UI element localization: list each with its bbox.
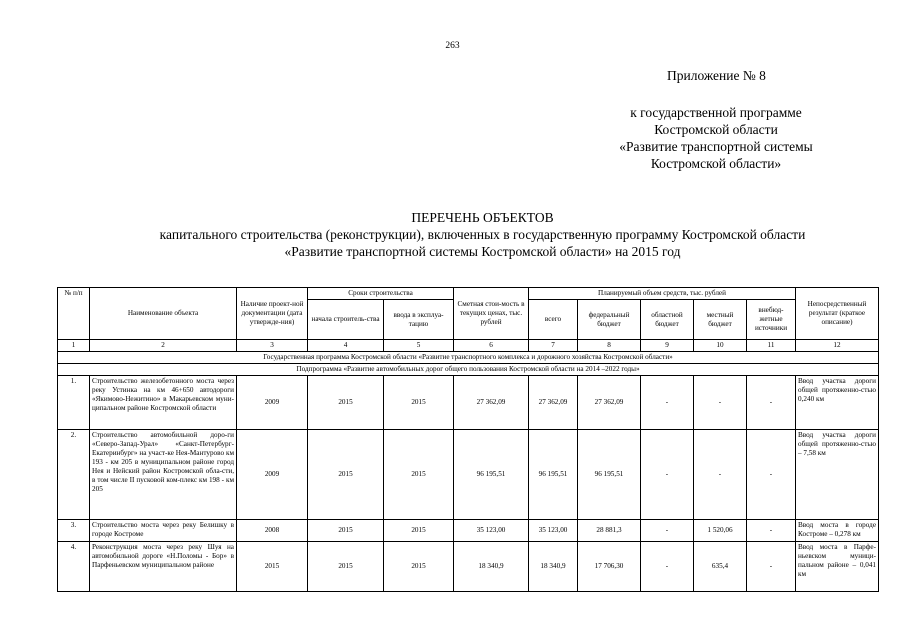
- local-budget: -: [694, 430, 747, 520]
- offbudget-sources: -: [747, 520, 796, 542]
- header-start: начала строитель-ства: [308, 300, 384, 340]
- header-planned: Планируемый объем средств, тыс. рублей: [529, 288, 796, 300]
- program-ref-line: к государственной программе: [630, 105, 802, 120]
- column-number: 5: [384, 340, 454, 352]
- table-row: [58, 430, 879, 520]
- program-ref-line: Костромской области»: [650, 156, 782, 171]
- estimated-cost: 35 123,00: [454, 520, 529, 542]
- table-row: [58, 520, 879, 542]
- docs-date: 2009: [237, 430, 308, 520]
- total-amount: 27 362,09: [529, 376, 578, 430]
- column-number: 12: [796, 340, 879, 352]
- result-description: Ввод моста в городе Костроме – 0,278 км: [796, 520, 879, 542]
- federal-budget: 96 195,51: [578, 430, 641, 520]
- commission-year: 2015: [384, 430, 454, 520]
- result-description: Ввод моста в Парфе-ньевском муници-пальном районе – 0,041 км: [796, 542, 879, 592]
- subprogram-title: Подпрограмма «Развитие автомобильных дорог общего пользования Костромской области на 2014 –2022 годы»: [58, 364, 879, 376]
- object-name: Строительство моста через реку Белишку в городе Костроме: [90, 520, 237, 542]
- appendix-label: Приложение № 8: [667, 68, 766, 83]
- total-amount: 35 123,00: [529, 520, 578, 542]
- result-description: Ввод участка дороги общей протяженно-стью – 7,58 км: [796, 430, 879, 520]
- regional-budget: -: [641, 376, 694, 430]
- header-terms: Сроки строительства: [308, 288, 454, 300]
- offbudget-sources: -: [747, 376, 796, 430]
- header-result: Непосредственный результат (краткое описание): [796, 288, 879, 340]
- total-amount: 18 340,9: [529, 542, 578, 592]
- regional-budget: -: [641, 430, 694, 520]
- row-number: 1.: [58, 376, 90, 430]
- column-number: 7: [529, 340, 578, 352]
- column-number: 2: [90, 340, 237, 352]
- header-local: местный бюджет: [694, 300, 747, 340]
- header-commission: ввода в эксплуа-тацию: [384, 300, 454, 340]
- offbudget-sources: -: [747, 542, 796, 592]
- column-number: 4: [308, 340, 384, 352]
- header-total: всего: [529, 300, 578, 340]
- objects-table: [57, 287, 879, 592]
- federal-budget: 27 362,09: [578, 376, 641, 430]
- estimated-cost: 18 340,9: [454, 542, 529, 592]
- header-offbudget: внебюд-жетные источники: [747, 300, 796, 340]
- page-number: 263: [445, 41, 460, 51]
- row-number: 3.: [58, 520, 90, 542]
- column-number: 9: [641, 340, 694, 352]
- document-title: [90, 209, 875, 260]
- column-number-row: [58, 340, 879, 352]
- subprogram-row: [58, 364, 879, 376]
- object-name: Реконструкция моста через реку Шуя на автомобильной дороге «Н.Поломы - Бор» в Парфеньевском муниципальном районе: [90, 542, 237, 592]
- header-name: Наименование объекта: [90, 288, 237, 340]
- column-number: 6: [454, 340, 529, 352]
- start-year: 2015: [308, 430, 384, 520]
- estimated-cost: 27 362,09: [454, 376, 529, 430]
- table-row: [58, 542, 879, 592]
- local-budget: 1 520,06: [694, 520, 747, 542]
- header-federal: федеральный бюджет: [578, 300, 641, 340]
- header-num: № п/п: [58, 288, 90, 340]
- commission-year: 2015: [384, 376, 454, 430]
- header-docs: Наличие проект-ной документации (дата утвержде-ния): [237, 288, 308, 340]
- column-number: 1: [58, 340, 90, 352]
- column-number: 8: [578, 340, 641, 352]
- local-budget: 635,4: [694, 542, 747, 592]
- header-row: [58, 288, 879, 300]
- program-title: Государственная программа Костромской области «Развитие транспортного комплекса и дорожного хозяйства Костромской области»: [58, 352, 879, 364]
- regional-budget: -: [641, 520, 694, 542]
- title-line: капитального строительства (реконструкции), включенных в государственную программу Костромской области: [159, 227, 806, 242]
- federal-budget: 28 881,3: [578, 520, 641, 542]
- docs-date: 2015: [237, 542, 308, 592]
- local-budget: -: [694, 376, 747, 430]
- docs-date: 2008: [237, 520, 308, 542]
- object-name: Строительство автомобильной доро-ги «Северо-Запад-Урал» «Санкт-Петербург-Екатеринбург» на участ-ке Нея-Мантурово км 193 - км 205 в муниципальном районе город Нея и Нейский район Костромской обла-сти, в том числе II пусковой ком-плекс км 198 - км 205: [90, 430, 237, 520]
- commission-year: 2015: [384, 542, 454, 592]
- estimated-cost: 96 195,51: [454, 430, 529, 520]
- program-row: [58, 352, 879, 364]
- object-name: Строительство железобетонного моста через реку Устинка на км 46+650 автодороги «Якимово-Нежитино» в Макарьевском муни-ципальном районе Костромской области: [90, 376, 237, 430]
- docs-date: 2009: [237, 376, 308, 430]
- program-reference: [596, 104, 836, 172]
- start-year: 2015: [308, 542, 384, 592]
- column-number: 11: [747, 340, 796, 352]
- program-ref-line: Костромской области: [654, 122, 778, 137]
- column-number: 10: [694, 340, 747, 352]
- regional-budget: -: [641, 542, 694, 592]
- title-line: «Развитие транспортной системы Костромской области» на 2015 год: [284, 244, 681, 259]
- total-amount: 96 195,51: [529, 430, 578, 520]
- start-year: 2015: [308, 520, 384, 542]
- result-description: Ввод участка дороги общей протяженно-стью 0,240 км: [796, 376, 879, 430]
- federal-budget: 17 706,30: [578, 542, 641, 592]
- offbudget-sources: -: [747, 430, 796, 520]
- commission-year: 2015: [384, 520, 454, 542]
- header-cost: Сметная стои-мость в текущих ценах, тыс. рублей: [454, 288, 529, 340]
- start-year: 2015: [308, 376, 384, 430]
- header-regional: областной бюджет: [641, 300, 694, 340]
- column-number: 3: [237, 340, 308, 352]
- table-row: [58, 376, 879, 430]
- row-number: 4.: [58, 542, 90, 592]
- program-ref-line: «Развитие транспортной системы: [619, 139, 813, 154]
- title-line: ПЕРЕЧЕНЬ ОБЪЕКТОВ: [411, 210, 554, 225]
- row-number: 2.: [58, 430, 90, 520]
